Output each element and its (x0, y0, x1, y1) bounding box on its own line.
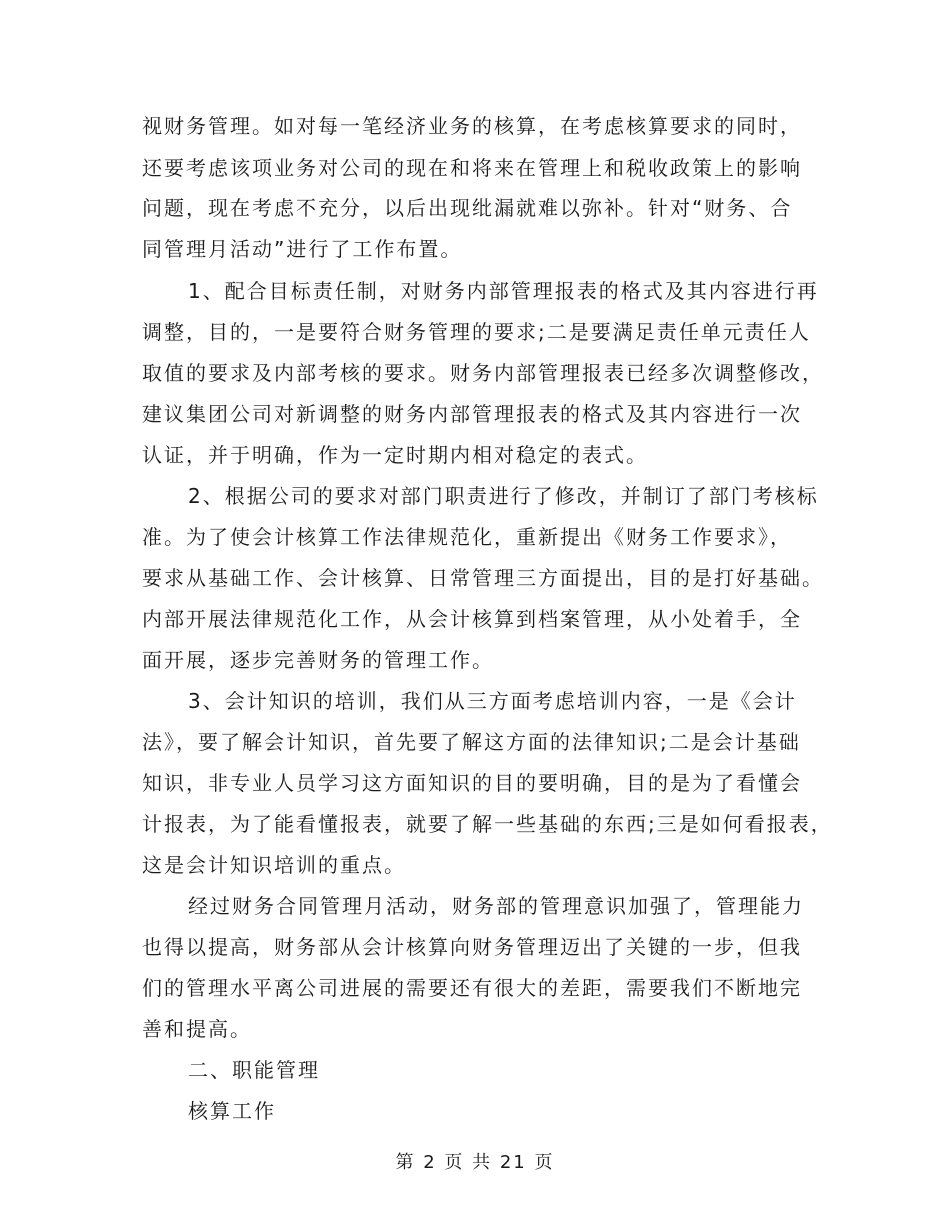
text-line: 计报表，为了能看懂报表，就要了解一些基础的东西;三是如何看报表， (142, 812, 833, 836)
section-heading: 二、职能管理 (188, 1058, 320, 1082)
text-line: 知识，非专业人员学习这方面知识的目的要明确，目的是为了看懂会 (142, 771, 802, 795)
text-line: 认证，并于明确，作为一定时期内相对稳定的表式。 (142, 443, 648, 467)
text-line: 3、会计知识的培训，我们从三方面考虑培训内容，一是《会计 (188, 689, 797, 713)
text-line: 善和提高。 (142, 1017, 252, 1041)
text-line: 内部开展法律规范化工作，从会计核算到档案管理，从小处着手，全 (142, 607, 802, 631)
text-line: 法》，要了解会计知识，首先要了解这方面的法律知识;二是会计基础 (142, 730, 801, 754)
text-line: 取值的要求及内部考核的要求。财务内部管理报表已经多次调整修改， (142, 361, 824, 385)
text-line: 同管理月活动”进行了工作布置。 (142, 237, 463, 261)
text-line: 准。为了使会计核算工作法律规范化，重新提出《财务工作要求》， (142, 525, 792, 549)
text-line: 这是会计知识培训的重点。 (142, 853, 406, 877)
text-line: 经过财务合同管理月活动，财务部的管理意识加强了，管理能力 (188, 894, 804, 918)
text-line: 视财务管理。如对每一笔经济业务的核算，在考虑核算要求的同时， (142, 114, 802, 138)
text-line: 调整，目的，一是要符合财务管理的要求;二是要满足责任单元责任人 (142, 320, 811, 344)
page-number-footer: 第 2 页 共 21 页 (395, 1152, 555, 1173)
text-line: 1、配合目标责任制，对财务内部管理报表的格式及其内容进行再 (188, 279, 819, 303)
text-line: 还要考虑该项业务对公司的现在和将来在管理上和税收政策上的影响 (142, 156, 802, 180)
text-line: 面开展，逐步完善财务的管理工作。 (142, 648, 494, 672)
subsection-heading: 核算工作 (188, 1099, 276, 1123)
text-line: 要求从基础工作、会计核算、日常管理三方面提出，目的是打好基础。 (142, 566, 824, 590)
text-line: 也得以提高，财务部从会计核算向财务管理迈出了关键的一步，但我 (142, 935, 802, 959)
text-line: 建议集团公司对新调整的财务内部管理报表的格式及其内容进行一次 (142, 402, 802, 426)
text-line: 2、根据公司的要求对部门职责进行了修改，并制订了部门考核标 (188, 484, 819, 508)
text-line: 问题，现在考虑不充分，以后出现纰漏就难以弥补。针对“财务、合 (142, 196, 793, 220)
text-line: 们的管理水平离公司进展的需要还有很大的差距，需要我们不断地完 (142, 976, 802, 1000)
